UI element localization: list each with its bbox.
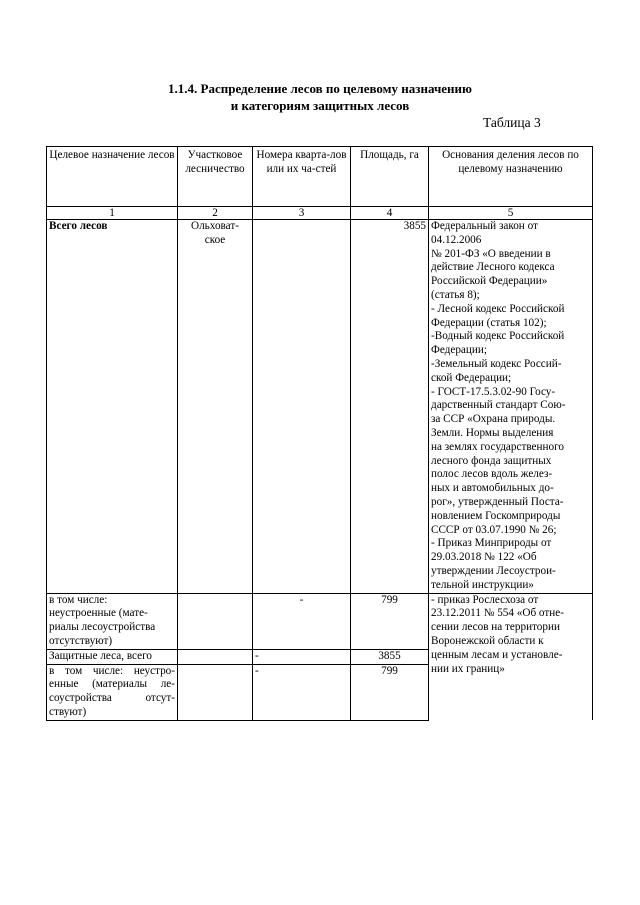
basis-line: полос лесов вдоль желез- [431, 468, 553, 481]
quarters-cell: - [253, 664, 351, 720]
quarters-cell: - [253, 649, 351, 664]
basis-line: Воронежской области к [431, 634, 544, 647]
col-number-1: 1 [47, 207, 178, 220]
forestry-line: Ольховат- [191, 220, 239, 232]
section-title-line1: 1.1.4. Распределение лесов по целевому назначению [168, 81, 472, 96]
basis-cell [429, 593, 593, 720]
table-row-total [47, 220, 593, 594]
col-number-4: 4 [351, 207, 429, 220]
basis-line: -Водный кодекс Российской [431, 330, 565, 343]
basis-line: Федерации (статья 102); [431, 316, 547, 329]
forestry-cell [178, 649, 253, 664]
section-title-line2: и категориям защитных лесов [230, 98, 410, 113]
basis-line: утверждении Лесоустрои- [431, 564, 556, 577]
basis-line: - Приказ Минприроды от [431, 537, 552, 550]
header-quarters: Номера кварта-лов или их ча-стей [253, 147, 351, 207]
forestry-cell [178, 220, 253, 594]
basis-line: сении лесов на территории [431, 621, 560, 634]
basis-line: -Земельный кодекс Россий- [431, 357, 562, 370]
purpose-line: неустроенные (мате- [49, 607, 148, 620]
basis-line: Федерации; [431, 344, 487, 357]
basis-line: лесного фонда защитных [431, 454, 552, 467]
header-basis: Основания деления лесов по целевому назначению [429, 147, 593, 207]
basis-line: дарственный стандарт Сою- [431, 399, 566, 412]
header-purpose: Целевое назначение лесов [47, 147, 178, 207]
basis-line: за ССР «Охрана природы. [431, 413, 556, 426]
table-row-unmanaged [47, 593, 593, 649]
basis-line: (статья 8); [431, 288, 480, 301]
basis-cell [429, 220, 593, 594]
basis-line: тельной инструкции» [431, 578, 534, 591]
header-area: Площадь, га [351, 147, 429, 207]
basis-line: Российской Федерации» [431, 275, 548, 288]
basis-line: рог», утвержденный Поста- [431, 495, 564, 508]
table-label: Таблица 3 [483, 115, 541, 130]
basis-line: действие Лесного кодекса [431, 261, 555, 274]
area-cell: 799 [351, 664, 429, 720]
purpose-cell: Всего лесов [47, 220, 178, 594]
basis-line: ценным лесам и установле- [431, 648, 563, 661]
basis-line: № 201-ФЗ «О введении в [431, 247, 551, 260]
basis-line: на землях государственного [431, 440, 564, 453]
purpose-line: в том числе: [49, 593, 108, 606]
quarters-cell: - [253, 593, 351, 649]
table-header-row [47, 147, 593, 207]
basis-line: нии их границ» [431, 662, 505, 675]
basis-line: ской Федерации; [431, 371, 512, 384]
area-cell: 3855 [351, 649, 429, 664]
basis-line: ных и автомобильных до- [431, 482, 554, 495]
quarters-cell [253, 220, 351, 594]
forest-purpose-table [46, 146, 593, 721]
basis-line: Федеральный закон от [431, 220, 538, 232]
basis-line: новлением Госкомприроды [431, 509, 561, 522]
col-number-2: 2 [178, 207, 253, 220]
basis-line: 29.03.2018 № 122 «Об [431, 551, 537, 564]
forestry-cell [178, 593, 253, 649]
basis-line: - приказ Рослесхоза от [431, 593, 539, 606]
basis-line: 23.12.2011 № 554 «Об отне- [431, 607, 564, 620]
basis-line: - Лесной кодекс Российской [431, 302, 565, 315]
header-forestry: Участковое лесничество [178, 147, 253, 207]
area-cell: 3855 [351, 220, 429, 594]
forestry-cell [178, 664, 253, 720]
basis-line: - ГОСТ-17.5.3.02-90 Госу- [431, 385, 556, 398]
basis-line: Земли. Нормы выделения [431, 426, 554, 439]
forestry-line: ское [204, 233, 226, 246]
area-cell: 799 [351, 593, 429, 649]
col-number-5: 5 [429, 207, 593, 220]
purpose-cell: в том числе: неустро-енные (материалы ле-соустройства отсут-ствуют) [47, 664, 178, 720]
purpose-line: риалы лесоустройства [49, 621, 156, 634]
purpose-cell [47, 593, 178, 649]
basis-line: 04.12.2006 [431, 233, 482, 246]
purpose-cell: Защитные леса, всего [47, 649, 178, 664]
basis-line: СССР от 03.07.1990 № 26; [431, 523, 557, 536]
purpose-line: отсутствуют) [49, 634, 113, 647]
col-number-3: 3 [253, 207, 351, 220]
column-number-row [47, 207, 593, 220]
